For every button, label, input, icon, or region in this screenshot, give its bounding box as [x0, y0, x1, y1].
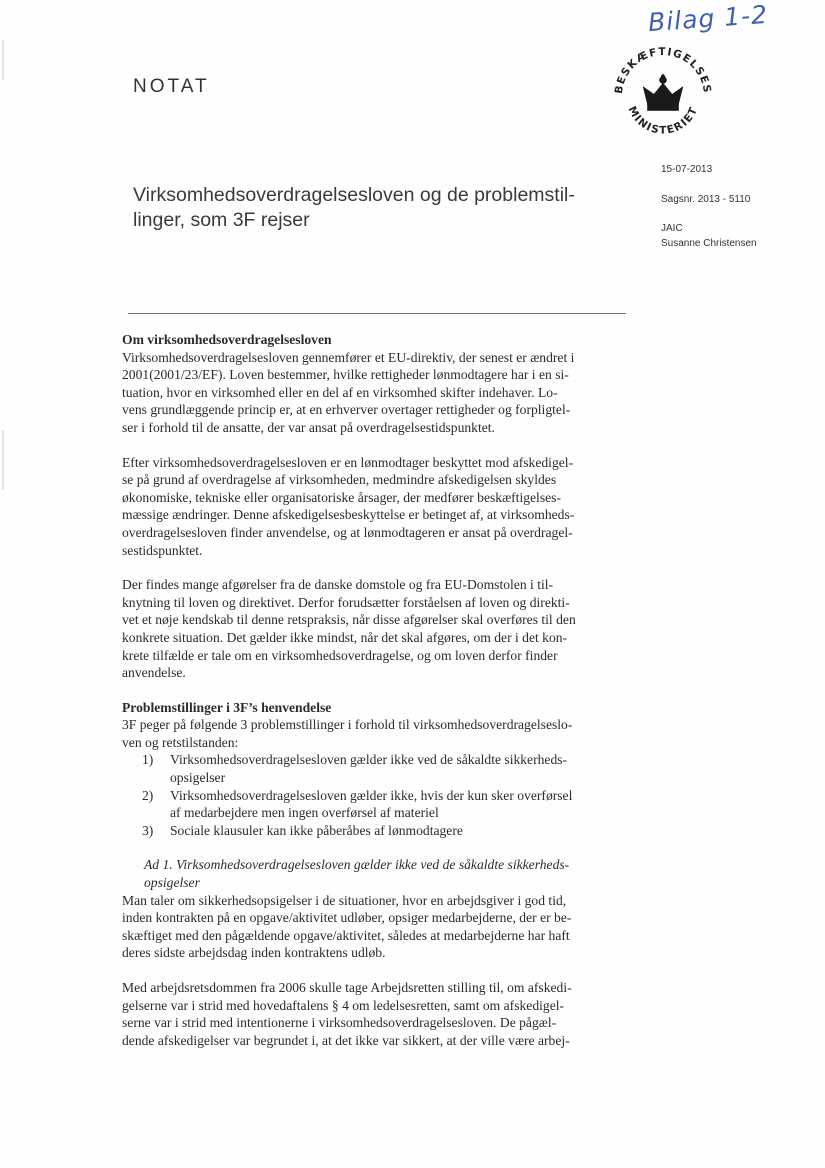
text-line: Sociale klausuler kan ikke påberåbes af lønmodtagere: [170, 822, 463, 838]
text-line: 3F peger på følgende 3 problemstillinger i forhold til virksomhedsoverdragelseslo-: [122, 717, 573, 733]
text-line: serne var i strid med intentionerne i virksomhedsoverdragelsesloven. De pågæl-: [122, 1015, 557, 1031]
text-line: Virksomhedsoverdragelsesloven gælder ikke, hvis der kun sker overførsel: [170, 787, 573, 803]
paragraph: [122, 349, 627, 437]
text-line: 2001(2001/23/EF). Loven bestemmer, hvilke rettigheder lønmodtagere har i en si-: [122, 367, 569, 383]
text-line: sestidspunktet.: [122, 542, 203, 558]
text-line: Man taler om sikkerhedsopsigelser i de situationer, hvor en arbejdsgiver i god tid,: [122, 892, 567, 908]
section-heading: Om virksomhedsoverdragelsesloven: [122, 332, 332, 347]
ministry-seal-logo: [608, 38, 718, 148]
text-line: Med arbejdsretsdommen fra 2006 skulle tage Arbejdsretten stilling til, om afskedi-: [122, 980, 572, 995]
paragraph: [122, 892, 627, 962]
text-line: af medarbejdere men ingen overførsel af materiel: [170, 805, 439, 821]
text-line: se på grund af overdragelse af virksomheden, medmindre afskedigelsen skyldes: [122, 472, 557, 488]
section-heading: Problemstillinger i 3F’s henvendelse: [122, 699, 332, 715]
text-line: knytning til loven og direktivet. Derfor forudsætter forståelsen af loven og direkti-: [122, 594, 570, 610]
list-item: [122, 787, 627, 822]
scan-artifact: [2, 40, 4, 80]
text-line: skæftiget med den pågældende opgave/aktivitet, således at medarbejderne har haft: [122, 927, 570, 943]
text-line: krete tilfælde er tale om en virksomhedsoverdragelse, og om loven derfor finder: [122, 647, 558, 663]
paragraph: [122, 576, 627, 682]
subsection-heading: [122, 856, 627, 891]
text-line: opsigelser: [170, 770, 226, 786]
text-line: Der findes mange afgørelser fra de danske domstole og fra EU-Domstolen i til-: [122, 577, 554, 593]
crown-icon: [644, 74, 682, 110]
document-body: [122, 331, 627, 1049]
handwritten-annotation: Bilag 1-2: [647, 0, 769, 38]
list-item: [122, 822, 627, 840]
paragraph: [122, 716, 627, 751]
list-number: 2): [142, 787, 154, 803]
document-title: [133, 183, 623, 233]
text-line: Virksomhedsoverdragelsesloven gælder ikke ved de såkaldte sikkerheds-: [170, 752, 568, 768]
text-line: inden kontrakten på en opgave/aktivitet udløber, opsiger medarbejderne, der er be-: [122, 910, 572, 926]
text-line: vet et nøje kendskab til denne retspraksis, når disse afgørelser skal overføres til den: [122, 612, 576, 628]
text-line: Ad 1. Virksomhedsoverdragelsesloven gælder ikke ved de såkaldte sikkerheds-: [144, 857, 570, 873]
seal-arc-top-text: BESKÆFTIGELSES: [612, 45, 714, 95]
document-date: 15-07-2013: [661, 164, 713, 175]
text-line: overdragelsesloven finder anvendelse, og at lønmodtageren er ansat på overdragel-: [122, 524, 573, 540]
text-line: konkrete situation. Det gælder ikke mindst, når det skal afgøres, om der i det kon-: [122, 629, 568, 645]
paragraph: [122, 454, 627, 560]
text-line: deres sidste arbejdsdag inden kontraktens udløb.: [122, 945, 386, 961]
list-item: [122, 751, 627, 786]
text-line: Efter virksomhedsoverdragelsesloven er en lønmodtager beskyttet mod afskedigel-: [122, 454, 574, 470]
text-line: ven og retstilstanden:: [122, 734, 239, 750]
list-number: 3): [142, 822, 154, 838]
scan-artifact: [2, 430, 4, 490]
author-initials: JAIC: [661, 223, 683, 234]
text-line: vens grundlæggende princip er, at en erhverver overtager rettigheder og forpligtel-: [122, 402, 571, 418]
text-line: ser i forhold til de ansatte, der var ansat på overdragelsestidspunktet.: [122, 419, 495, 435]
seal-arc-bottom-text: MINISTERIET: [625, 104, 701, 137]
text-line: tuation, hvor en virksomhed eller en del af en virksomhed skifter indehaver. Lo-: [122, 384, 558, 400]
text-line: gelserne var i strid med hovedaftalens § 4 om ledelsesretten, samt om afskedigel-: [122, 997, 565, 1013]
text-line: dende afskedigelser var begrundet i, at det ikke var sikkert, at der ville være arbej-: [122, 1032, 570, 1048]
text-line: Virksomhedsoverdragelsesloven gennemfører et EU-direktiv, der senest er ændret i: [122, 349, 575, 365]
numbered-list: [122, 751, 627, 839]
title-line: Virksomhedsoverdragelsesloven og de problemstil-: [133, 184, 575, 206]
text-line: anvendelse.: [122, 665, 186, 681]
list-number: 1): [142, 752, 154, 768]
text-line: mæssige ændringer. Denne afskedigelsesbeskyttelse er betinget af, at virksomheds-: [122, 507, 575, 523]
paragraph: [122, 979, 627, 1049]
text-line: opsigelser: [144, 875, 200, 891]
title-line: linger, som 3F rejser: [133, 209, 310, 231]
case-number: Sagsnr. 2013 - 5110: [661, 194, 751, 205]
text-line: økonomiske, tekniske eller organisatoriske årsager, der medfører beskæftigelses-: [122, 489, 561, 505]
divider: [128, 313, 626, 314]
author-name: Susanne Christensen: [661, 238, 757, 249]
document-type-label: NOTAT: [133, 76, 210, 97]
